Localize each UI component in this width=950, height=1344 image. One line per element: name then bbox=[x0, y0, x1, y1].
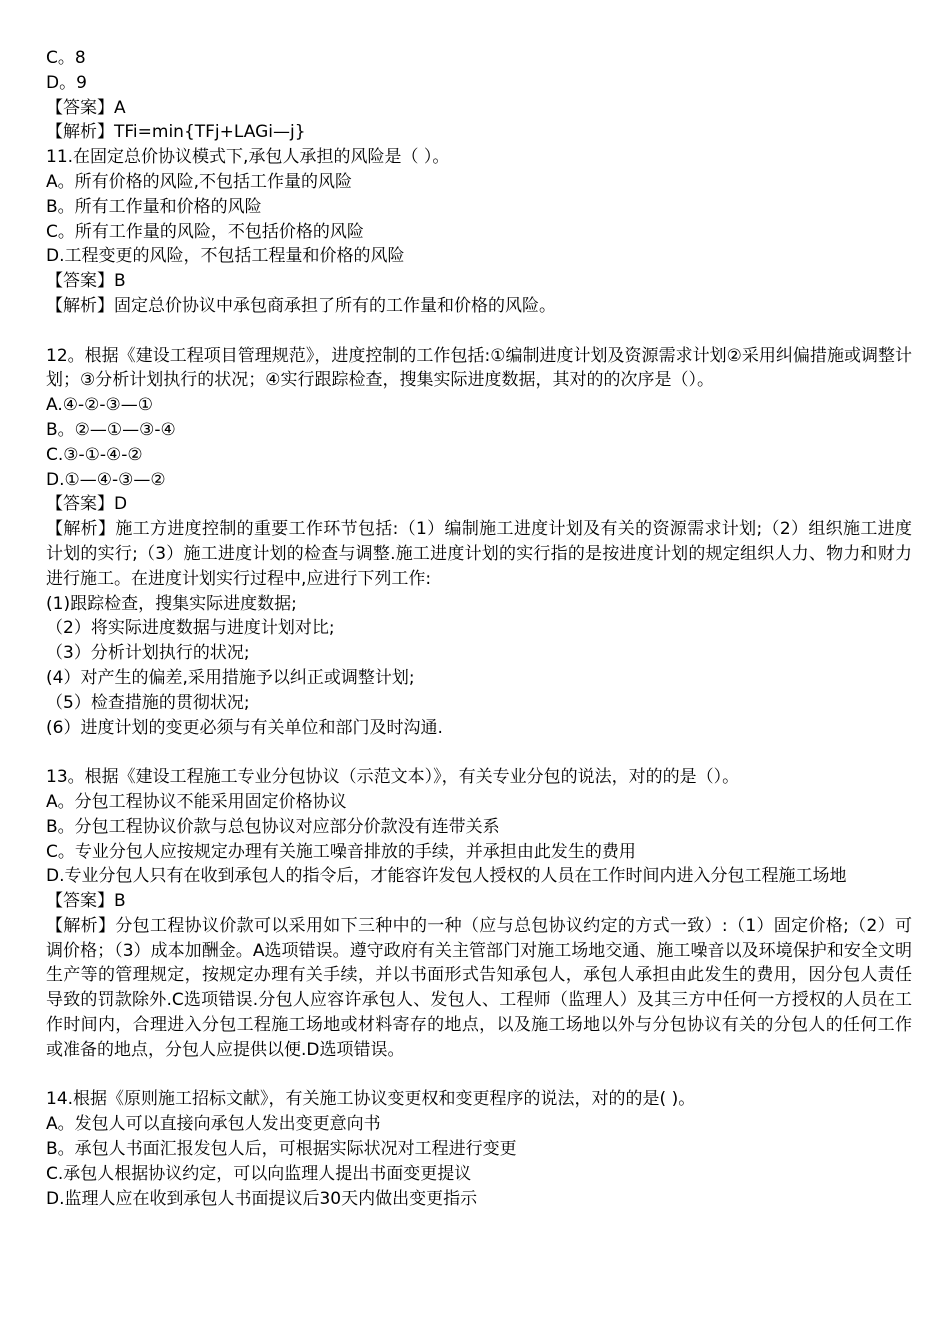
question-stem: 14.根据《原则施工招标文献》，有关施工协议变更权和变更程序的说法，对的的是( )。 bbox=[46, 1089, 696, 1110]
option-b: B。②—①—③-④ bbox=[46, 419, 176, 440]
option-d: D.专业分包人只有在收到承包人的指令后，才能容许发包人授权的人员在工作时间内进入分包工程施工场地 bbox=[46, 866, 847, 887]
option-d: D.监理人应在收到承包人书面提议后30天内做出变更指示 bbox=[46, 1188, 478, 1209]
option-b: B。所有工作量和价格的风险 bbox=[46, 196, 262, 217]
answer-line: 【答案】B bbox=[46, 271, 126, 292]
option-a: A。所有价格的风险,不包括工作量的风险 bbox=[46, 171, 353, 192]
option-d: D.工程变更的风险，不包括工程量和价格的风险 bbox=[46, 246, 405, 267]
option-c: C.承包人根据协议约定，可以向监理人提出书面变更提议 bbox=[46, 1163, 472, 1184]
option-d: D。9 bbox=[46, 72, 87, 93]
option-a: A。发包人可以直接向承包人发出变更意向书 bbox=[46, 1114, 381, 1135]
option-c: C。所有工作量的风险，不包括价格的风险 bbox=[46, 221, 364, 242]
question-stem: 13。根据《建设工程施工专业分包协议（示范文本）》，有关专业分包的说法，对的的是（）。 bbox=[46, 767, 740, 788]
analysis-item: (4）对产生的偏差,采用措施予以纠正或调整计划; bbox=[46, 667, 415, 688]
analysis-line: 【解析】TFi=min{TFj+LAGi—j} bbox=[46, 122, 306, 143]
option-d: D.①—④-③—② bbox=[46, 469, 166, 490]
analysis-item: （5）检查措施的贯彻状况; bbox=[46, 692, 250, 713]
paragraph-gap bbox=[46, 740, 912, 765]
option-a: A。分包工程协议不能采用固定价格协议 bbox=[46, 791, 347, 812]
analysis-item: （2）将实际进度数据与进度计划对比; bbox=[46, 618, 335, 639]
analysis-line: 【解析】固定总价协议中承包商承担了所有的工作量和价格的风险。 bbox=[46, 295, 556, 316]
paragraph-gap bbox=[46, 319, 912, 344]
document-page bbox=[46, 46, 912, 1211]
option-c: C.③-①-④-② bbox=[46, 444, 143, 465]
option-a: A.④-②-③—① bbox=[46, 395, 153, 416]
analysis-item: (1)跟踪检查，搜集实际进度数据; bbox=[46, 593, 297, 614]
analysis-item: (6）进度计划的变更必须与有关单位和部门及时沟通. bbox=[46, 717, 443, 738]
paragraph-gap bbox=[46, 1063, 912, 1088]
question-stem: 11.在固定总价协议模式下,承包人承担的风险是（ ）。 bbox=[46, 147, 450, 168]
option-b: B。承包人书面汇报发包人后，可根据实际状况对工程进行变更 bbox=[46, 1139, 517, 1160]
option-c: C。8 bbox=[46, 48, 86, 68]
question-stem: 12。根据《建设工程项目管理规范》，进度控制的工作包括:①编制进度计划及资源需求计划②采用纠偏措施或调整计划；③分析计划执行的状况；④实行跟踪检查，搜集实际进度数据，其对的的次序是（）。 bbox=[46, 345, 912, 391]
analysis-paragraph: 【解析】施工方进度控制的重要工作环节包括:（1）编制施工进度计划及有关的资源需求计划;（2）组织施工进度计划的实行;（3）施工进度计划的检查与调整.施工进度计划的实行指的是按进度计划的规定组织人力、物力和财力进行施工。在进度计划实行过程中,应进行下列工作: bbox=[46, 519, 912, 589]
option-b: B。分包工程协议价款与总包协议对应部分价款没有连带关系 bbox=[46, 816, 500, 837]
answer-line: 【答案】B bbox=[46, 891, 126, 912]
analysis-item: （3）分析计划执行的状况; bbox=[46, 643, 250, 664]
analysis-paragraph: 【解析】分包工程协议价款可以采用如下三种中的一种（应与总包协议约定的方式一致）:（1）固定价格;（2）可调价格；（3）成本加酬金。A选项错误。遵守政府有关主管部门对施工场地交通、施工噪音以及环境保护和安全文明生产等的管理规定，按规定办理有关手续，并以书面形式告知承包人，承包人承担由此发生的费用，因分包人责任导致的罚款除外.C选项错误.分包人应容许承包人、发包人、工程师（监理人）及其三方中任何一方授权的人员在工作时间内，合理进入分包工程施工场地或材料寄存的地点，以及施工场地以外与分包协议有关的分包人的任何工作或准备的地点，分包人应提供以便.D选项错误。 bbox=[46, 915, 912, 1060]
answer-line: 【答案】A bbox=[46, 97, 126, 118]
option-c: C。专业分包人应按规定办理有关施工噪音排放的手续，并承担由此发生的费用 bbox=[46, 841, 636, 862]
answer-line: 【答案】D bbox=[46, 494, 128, 515]
